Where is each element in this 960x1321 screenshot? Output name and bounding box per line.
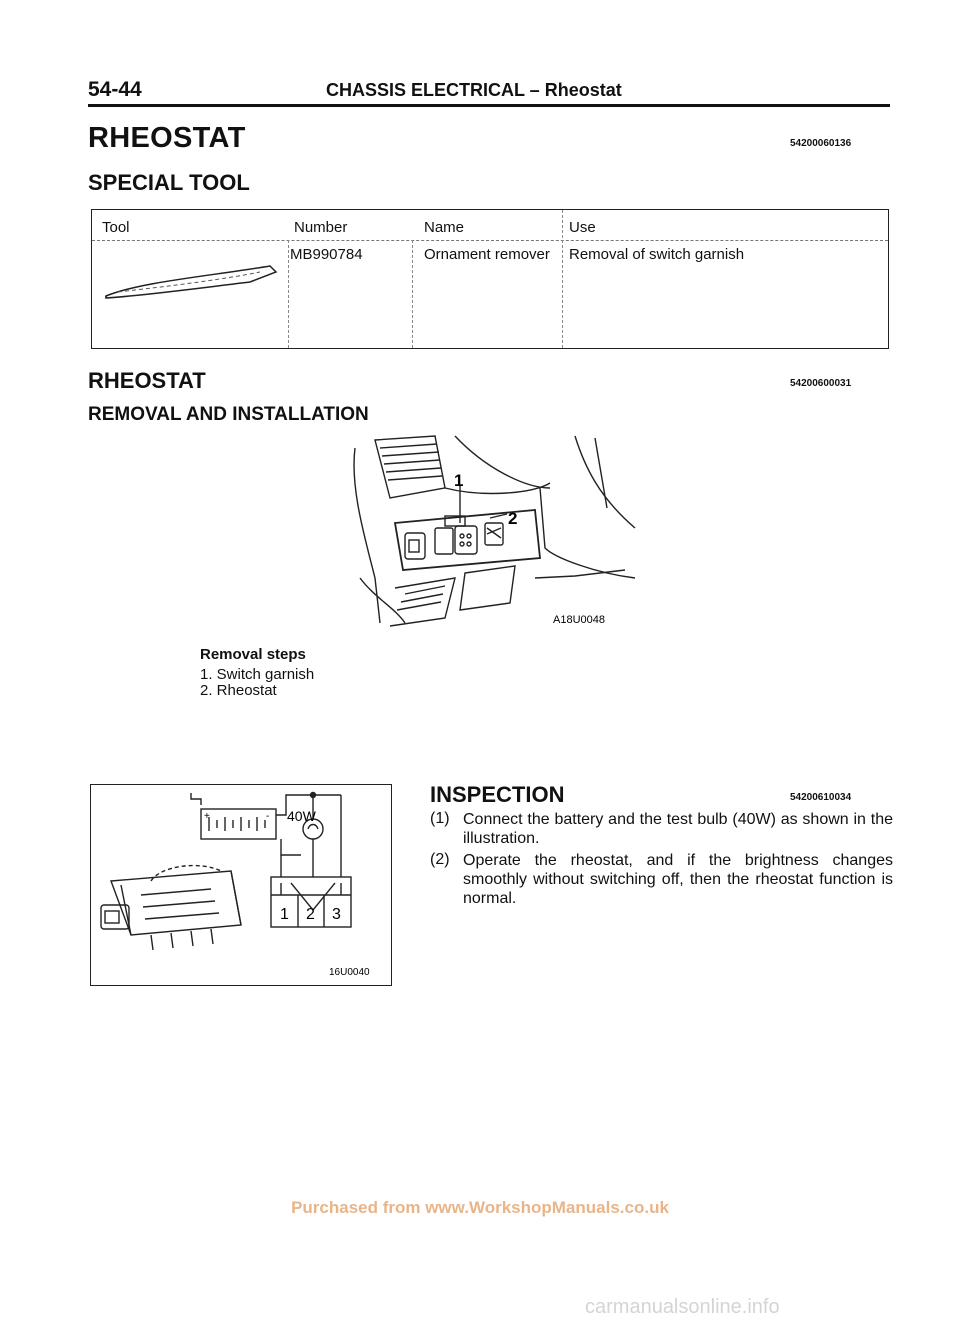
removal-illustration — [335, 428, 645, 628]
ornament-remover-tool-illustration — [100, 254, 280, 304]
col-header-name: Name — [424, 219, 465, 236]
page-number: 54-44 — [88, 78, 142, 101]
removal-step: 1. Switch garnish — [200, 666, 315, 683]
terminal-2-label: 2 — [306, 906, 315, 923]
rheostat-title: RHEOSTAT — [88, 122, 246, 154]
removal-installation-heading: REMOVAL AND INSTALLATION — [88, 404, 369, 425]
terminal-1-label: 1 — [280, 906, 289, 923]
inspection-step-text: Connect the battery and the test bulb (40W) as shown in the illustration. — [463, 811, 893, 847]
col-header-tool: Tool — [102, 219, 130, 236]
column-divider — [412, 240, 413, 348]
column-divider — [288, 240, 289, 348]
tool-use: Removal of switch garnish — [569, 246, 745, 263]
inspection-step-number: (1) — [430, 810, 450, 827]
special-tool-code: 54200060136 — [790, 138, 852, 149]
removal-steps-title: Removal steps — [200, 646, 306, 663]
inspection-heading: INSPECTION — [430, 782, 565, 807]
tool-number: MB990784 — [290, 246, 363, 263]
figure-code-inspection: 16U0040 — [329, 967, 370, 978]
removal-step: 2. Rheostat — [200, 682, 277, 699]
special-tool-heading: SPECIAL TOOL — [88, 170, 250, 195]
inspection-code: 54200610034 — [790, 792, 852, 803]
bulb-wattage-label: 40W — [287, 808, 316, 824]
column-divider — [562, 210, 563, 348]
inspection-step-number: (2) — [430, 851, 450, 868]
purchase-note: Purchased from www.WorkshopManuals.co.uk — [291, 1198, 669, 1217]
watermark-text: carmanualsonline.info — [585, 1296, 780, 1318]
terminal-3-label: 3 — [332, 906, 341, 923]
col-header-number: Number — [294, 219, 348, 236]
callout-2: 2 — [508, 509, 518, 528]
removal-section-code: 54200600031 — [790, 378, 852, 389]
col-header-use: Use — [569, 219, 596, 236]
table-header-rule — [92, 240, 888, 241]
battery-minus-label: - — [266, 811, 270, 822]
callout-1: 1 — [454, 471, 464, 490]
header-rule — [88, 104, 890, 107]
figure-code-removal: A18U0048 — [553, 614, 605, 626]
battery-plus-label: + — [204, 811, 210, 822]
tool-name: Ornament remover — [424, 246, 550, 263]
rheostat-removal-title: RHEOSTAT — [88, 368, 206, 393]
section-header: CHASSIS ELECTRICAL – Rheostat — [326, 80, 622, 100]
inspection-illustration — [90, 784, 392, 986]
special-tool-table — [91, 209, 889, 349]
inspection-step-text: Operate the rheostat, and if the brightness changes smoothly without switching off, then the rheostat function is normal. — [463, 852, 893, 907]
